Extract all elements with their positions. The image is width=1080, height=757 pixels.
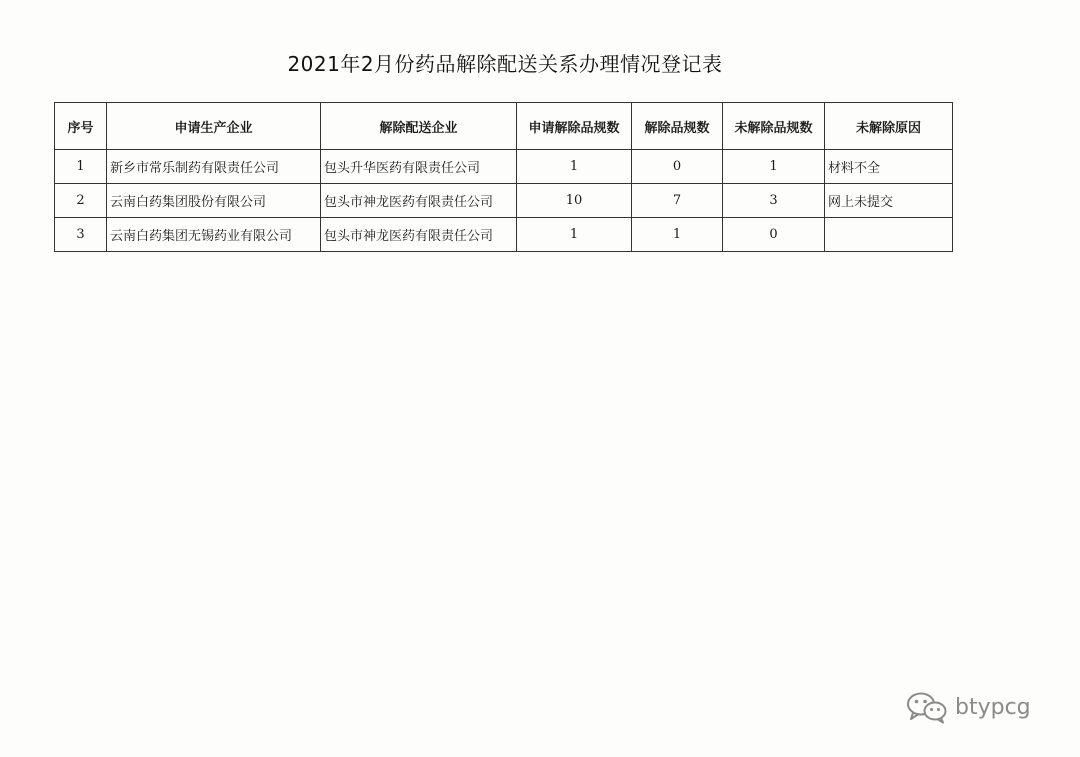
cell-unreleased-count: 1 <box>723 150 825 184</box>
cell-distributor: 包头升华医药有限责任公司 <box>321 150 517 184</box>
registration-table <box>54 102 953 252</box>
cell-released-count: 7 <box>632 184 723 218</box>
wechat-icon <box>905 690 949 724</box>
table-row <box>55 184 953 218</box>
cell-requested-count: 1 <box>517 150 632 184</box>
cell-released-count: 0 <box>632 150 723 184</box>
cell-released-count: 1 <box>632 218 723 252</box>
cell-reason <box>825 218 953 252</box>
header-unreleased-count: 未解除品规数 <box>723 103 825 150</box>
cell-manufacturer: 云南白药集团股份有限公司 <box>107 184 321 218</box>
header-manufacturer: 申请生产企业 <box>107 103 321 150</box>
header-distributor: 解除配送企业 <box>321 103 517 150</box>
cell-index: 3 <box>55 218 107 252</box>
header-index: 序号 <box>55 103 107 150</box>
header-reason: 未解除原因 <box>825 103 953 150</box>
cell-reason: 材料不全 <box>825 150 953 184</box>
cell-index: 2 <box>55 184 107 218</box>
watermark-text: btypcg <box>955 694 1031 720</box>
table-row <box>55 150 953 184</box>
cell-requested-count: 10 <box>517 184 632 218</box>
header-released-count: 解除品规数 <box>632 103 723 150</box>
cell-manufacturer: 新乡市常乐制药有限责任公司 <box>107 150 321 184</box>
cell-requested-count: 1 <box>517 218 632 252</box>
watermark <box>905 690 1031 724</box>
cell-distributor: 包头市神龙医药有限责任公司 <box>321 218 517 252</box>
cell-unreleased-count: 0 <box>723 218 825 252</box>
table-row <box>55 218 953 252</box>
table-header-row <box>55 103 953 150</box>
cell-reason: 网上未提交 <box>825 184 953 218</box>
cell-unreleased-count: 3 <box>723 184 825 218</box>
document-title: 2021年2月份药品解除配送关系办理情况登记表 <box>287 52 723 76</box>
cell-distributor: 包头市神龙医药有限责任公司 <box>321 184 517 218</box>
cell-manufacturer: 云南白药集团无锡药业有限公司 <box>107 218 321 252</box>
cell-index: 1 <box>55 150 107 184</box>
header-requested-count: 申请解除品规数 <box>517 103 632 150</box>
